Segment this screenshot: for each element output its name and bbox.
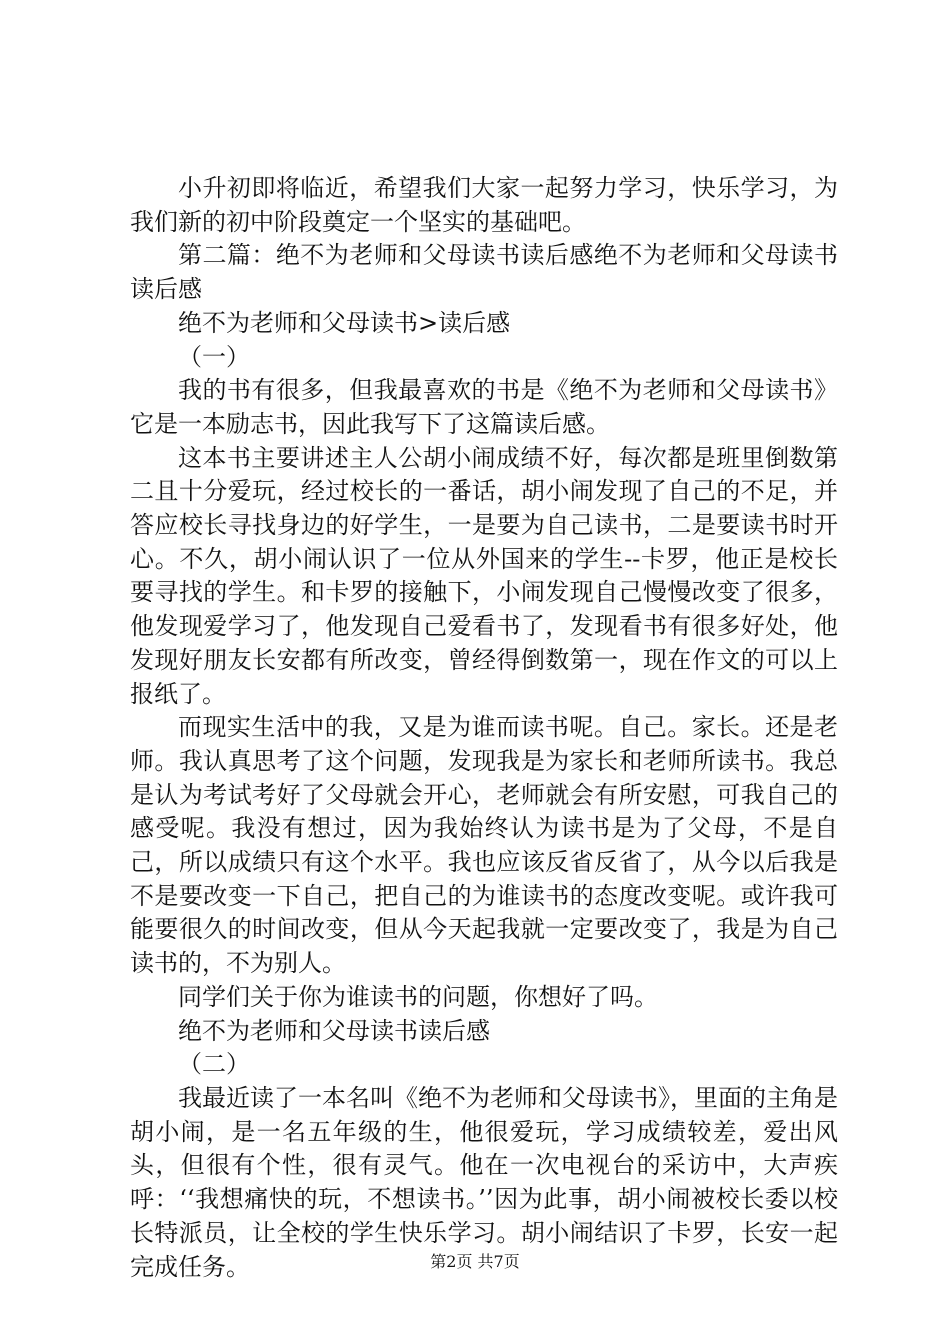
paragraph-body: 我的书有很多，但我最喜欢的书是《绝不为老师和父母读书》它是一本励志书，因此我写下了这篇读后感。 — [130, 376, 838, 438]
paragraph-intro-closing: 小升初即将临近，希望我们大家一起努力学习，快乐学习，为我们新的初中阶段奠定一个坚实的基础吧。 — [130, 174, 838, 236]
paragraph-section-marker-2: （二） — [178, 1050, 250, 1079]
paragraph-essay-title-1: 绝不为老师和父母读书>读后感 — [178, 308, 511, 337]
paragraph-body: 这本书主要讲述主人公胡小闹成绩不好，每次都是班里倒数第二且十分爱玩，经过校长的一番话，胡小闹发现了自己的不足，并答应校长寻找身边的好学生，一是要为自己读书，二是要读书时开心。不久，胡小闹认识了一位从外国来的学生--卡罗，他正是校长要寻找的学生。和卡罗的接触下，小闹发现自己慢慢改变了很多，他发现爱学习了，他发现自己爱看书了，发现看书有很多好处，他发现好朋友长安都有所改变，曾经得倒数第一，现在作文的可以上报纸了。 — [130, 443, 838, 708]
paragraph-body: 我最近读了一本名叫《绝不为老师和父母读书》，里面的主角是胡小闹，是一名五年级的生，他很爱玩，学习成绩较差，爱出风头，但很有个性，很有灵气。他在一次电视台的采访中，大声疾呼：‘‘我想痛快的玩，不想读书。’’因为此事，胡小闹被校长委以校长特派员，让全校的学生快乐学习。胡小闹结识了卡罗，长安一起完成任务。 — [130, 1083, 838, 1281]
paragraph-body: 同学们关于你为谁读书的问题，你想好了吗。 — [178, 982, 658, 1011]
page-footer: 第2页 共7页 — [430, 1252, 520, 1271]
paragraph-essay-title-2: 绝不为老师和父母读书读后感 — [178, 1016, 490, 1045]
paragraph-body: 而现实生活中的我，又是为谁而读书呢。自己。家长。还是老师。我认真思考了这个问题，发现我是为家长和老师所读书。我总是认为考试考好了父母就会开心，老师就会有所安慰，可我自己的感受呢。我没有想过，因为我始终认为读书是为了父母，不是自己，所以成绩只有这个水平。我也应该反省反省了，从今以后我是不是要改变一下自己，把自己的为谁读书的态度改变呢。或许我可能要很久的时间改变，但从今天起我就一定要改变了，我是为自己读书的，不为别人。 — [130, 713, 838, 978]
paragraph-section-marker-1: （一） — [178, 342, 250, 371]
document-body — [130, 172, 838, 1284]
paragraph-chapter-heading: 第二篇：绝不为老师和父母读书读后感绝不为老师和父母读书读后感 — [130, 241, 838, 304]
